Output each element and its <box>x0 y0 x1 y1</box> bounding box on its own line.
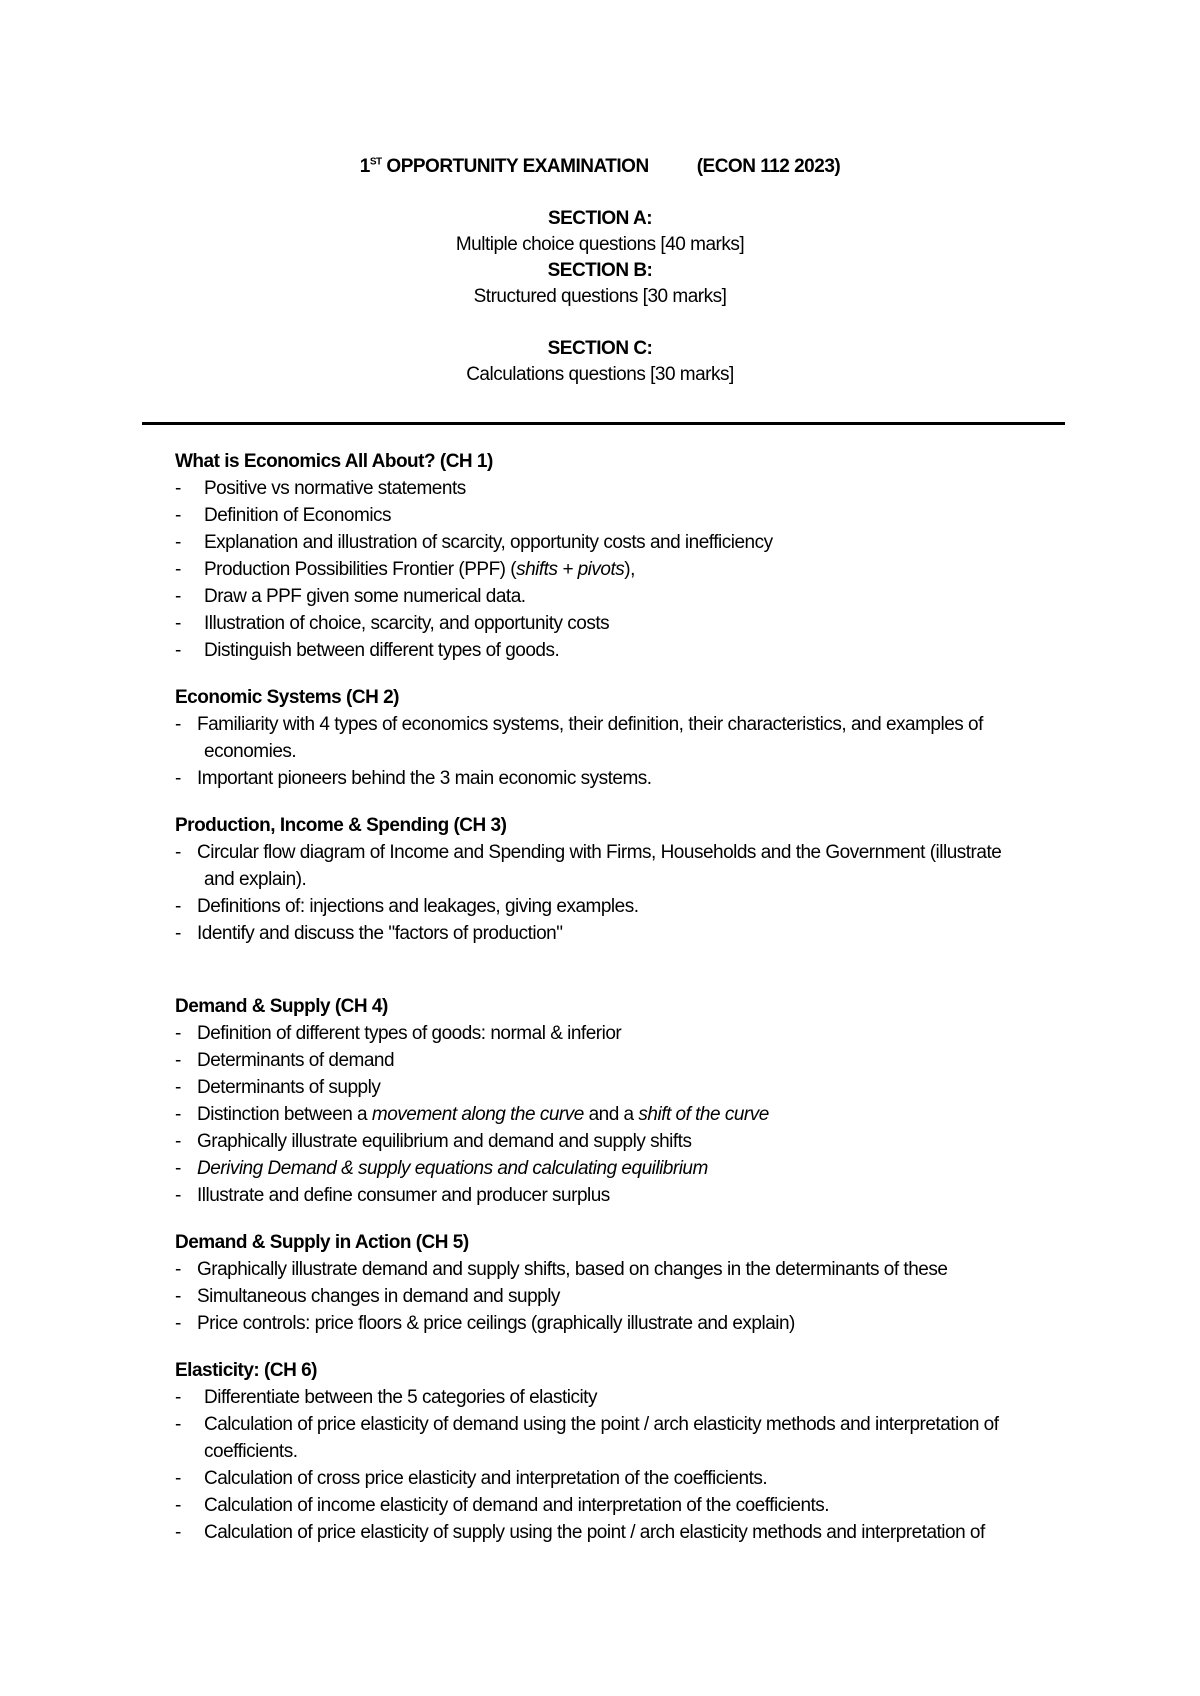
list-item: - Calculation of price elasticity of demand using the point / arch elasticity methods and interpretation of coefficients. <box>175 1414 999 1462</box>
list-item: - Determinants of supply <box>175 1077 381 1098</box>
topic-heading-ch3: Production, Income & Spending (CH 3) <box>175 815 507 836</box>
list-item: - Price controls: price floors & price ceilings (graphically illustrate and explain) <box>175 1313 795 1334</box>
list-item: - Definitions of: injections and leakages, giving examples. <box>175 896 639 917</box>
title-superscript: ST <box>369 156 382 168</box>
section-b-desc: Structured questions [30 marks] <box>473 286 727 307</box>
list-item: - Illustration of choice, scarcity, and opportunity costs <box>175 613 610 634</box>
list-item: - Illustrate and define consumer and producer surplus <box>175 1185 610 1206</box>
list-item: - Important pioneers behind the 3 main economic systems. <box>175 768 652 789</box>
section-c-label: SECTION C: <box>547 338 653 359</box>
list-item: - Calculation of cross price elasticity and interpretation of the coefficients. <box>175 1468 768 1489</box>
list-item: - Production Possibilities Frontier (PPF) (shifts + pivots), <box>175 559 635 580</box>
topic-heading-ch6: Elasticity: (CH 6) <box>175 1360 317 1381</box>
topic-list-ch5 <box>175 1256 1055 1337</box>
list-item: - Graphically illustrate equilibrium and demand and supply shifts <box>175 1131 692 1152</box>
list-item: - Graphically illustrate demand and supply shifts, based on changes in the determinants of these <box>175 1259 948 1280</box>
topics-content <box>175 448 1055 1546</box>
topic-list-ch6 <box>175 1384 1055 1546</box>
list-item: - Simultaneous changes in demand and supply <box>175 1286 560 1307</box>
list-item: - Distinguish between different types of goods. <box>175 640 560 661</box>
list-item: - Explanation and illustration of scarcity, opportunity costs and inefficiency <box>175 532 773 553</box>
section-a-desc: Multiple choice questions [40 marks] <box>455 234 745 255</box>
title-number: 1 <box>359 156 370 177</box>
list-item: - Circular flow diagram of Income and Spending with Firms, Households and the Government (illustrate and explain). <box>175 842 1002 890</box>
list-item: - Calculation of income elasticity of demand and interpretation of the coefficients. <box>175 1495 830 1516</box>
topic-list-ch4 <box>175 1020 1055 1209</box>
topic-heading-ch5: Demand & Supply in Action (CH 5) <box>175 1232 469 1253</box>
section-b-label: SECTION B: <box>547 260 653 281</box>
exam-header <box>0 154 1200 388</box>
list-item: - Definition of different types of goods: normal & inferior <box>175 1023 622 1044</box>
section-c-desc: Calculations questions [30 marks] <box>466 364 734 385</box>
topic-heading-ch4: Demand & Supply (CH 4) <box>175 996 388 1017</box>
list-item: - Familiarity with 4 types of economics systems, their definition, their characteristics, and examples of economies. <box>175 714 983 762</box>
exam-title <box>0 154 1200 180</box>
horizontal-divider <box>142 422 1065 425</box>
list-item: - Definition of Economics <box>175 505 392 526</box>
topic-list-ch3 <box>175 839 1055 947</box>
topic-heading-ch1: What is Economics All About? (CH 1) <box>175 451 493 472</box>
topic-list-ch2 <box>175 711 1055 792</box>
title-main: OPPORTUNITY EXAMINATION <box>386 156 649 177</box>
title-course-code: (ECON 112 2023) <box>696 156 841 177</box>
list-item: - Identify and discuss the "factors of production" <box>175 923 563 944</box>
topic-heading-ch2: Economic Systems (CH 2) <box>175 687 399 708</box>
list-item: - Deriving Demand & supply equations and calculating equilibrium <box>175 1158 708 1179</box>
list-item: - Determinants of demand <box>175 1050 395 1071</box>
list-item: - Differentiate between the 5 categories of elasticity <box>175 1387 597 1408</box>
list-item: - Distinction between a movement along the curve and a shift of the curve <box>175 1104 769 1125</box>
list-item: - Draw a PPF given some numerical data. <box>175 586 526 607</box>
section-a-label: SECTION A: <box>547 208 653 229</box>
topic-list-ch1 <box>175 475 1055 664</box>
list-item: - Calculation of price elasticity of supply using the point / arch elasticity methods and interpretation of <box>175 1522 985 1543</box>
list-item: - Positive vs normative statements <box>175 478 466 499</box>
